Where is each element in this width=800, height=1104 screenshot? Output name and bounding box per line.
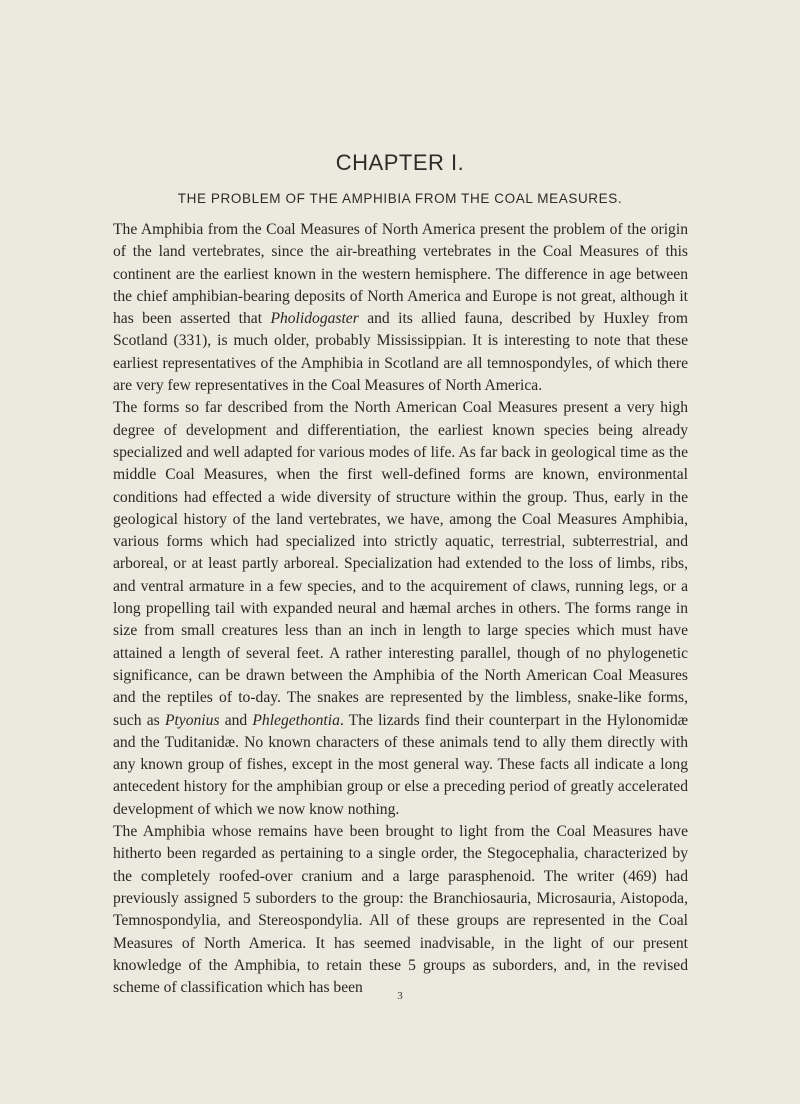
paragraph-2-text-c: . The lizards find their counterpart in the Hylonomidæ and the Tuditanidæ. No known characters of these animals tend to ally them directly with any known group of fishes, except in the most general way. These facts all indicate a long antecedent history for the amphibian group or else a preceding period of greatly accelerated development of which we now know nothing. bbox=[113, 711, 689, 818]
paragraph-2 bbox=[113, 397, 688, 821]
body-text bbox=[113, 219, 688, 999]
paragraph-1-text-a: The Amphibia from the Coal Measures of North America present the problem of the origin of the land vertebrates, since the air-breathing vertebrates in the Coal Measures of this continent are the earliest known in the western hemisphere. The difference in age between the chief amphibian-bearing deposits of North America and Europe is not great, although it has been asserted that bbox=[113, 221, 688, 328]
paragraph-2-text-a: The forms so far described from the North American Coal Measures present a very high degree of development and differentiation, the earliest known species being already specialized and well adapted for various modes of life. As far back in geological time as the middle Coal Measures, when the first well-defined forms are known, environmental conditions had effected a wide diversity of structure within the group. Thus, early in the geological history of the land vertebrates, we have, among the Coal Measures Amphibia, various forms which had specialized into strictly aquatic, terrestrial, subterrestrial, and arboreal, or at least partly arboreal. Specialization had extended to the loss of limbs, ribs, and ventral armature in a few species, and to the acquirement of claws, running legs, or a long propelling tail with expanded neural and hæmal arches in others. The forms range in size from small creatures less than an inch in length to large species which must have attained a length of several feet. A rather interesting parallel, though of no phylogenetic significance, can be drawn between the Amphibia of the North American Coal Measures and the reptiles of to-day. The snakes are represented by the limbless, snake-like forms, such as bbox=[113, 399, 688, 729]
paragraph-2-text-b: and bbox=[219, 711, 253, 729]
paragraph-3-text: The Amphibia whose remains have been brought to light from the Coal Measures have hitherto been regarded as pertaining to a single order, the Stegocephalia, characterized by the completely roofed-over cranium and a large parasphenoid. The writer (469) had previously assigned 5 suborders to the group: the Branchiosauria, Microsauria, Aistopoda, Temnospondylia, and Stereospondylia. All of these groups are represented in the Coal Measures of North America. It has seemed inadvisable, in the light of our present knowledge of the Amphibia, to retain these 5 groups as suborders, and, in the revised scheme of classification which has been bbox=[113, 823, 688, 997]
chapter-heading: CHAPTER I. bbox=[335, 150, 465, 175]
taxon-name: Ptyonius bbox=[164, 711, 220, 729]
chapter-subtitle: THE PROBLEM OF THE AMPHIBIA FROM THE COAL MEASURES. bbox=[177, 191, 623, 206]
paragraph-1 bbox=[113, 219, 688, 397]
taxon-name: Phlegethontia bbox=[252, 711, 340, 729]
paragraph-1-text-b: and its allied fauna, described by Huxley from Scotland (331), is much older, probably Mississippian. It is interesting to note that these earliest representatives of the Amphibia in Scotland are all temnospondyles, of which there are very few representatives in the Coal Measures of North America. bbox=[113, 310, 688, 395]
paragraph-3 bbox=[113, 821, 688, 999]
page-number: 3 bbox=[397, 990, 403, 1002]
taxon-name: Pholidogaster bbox=[270, 310, 359, 328]
